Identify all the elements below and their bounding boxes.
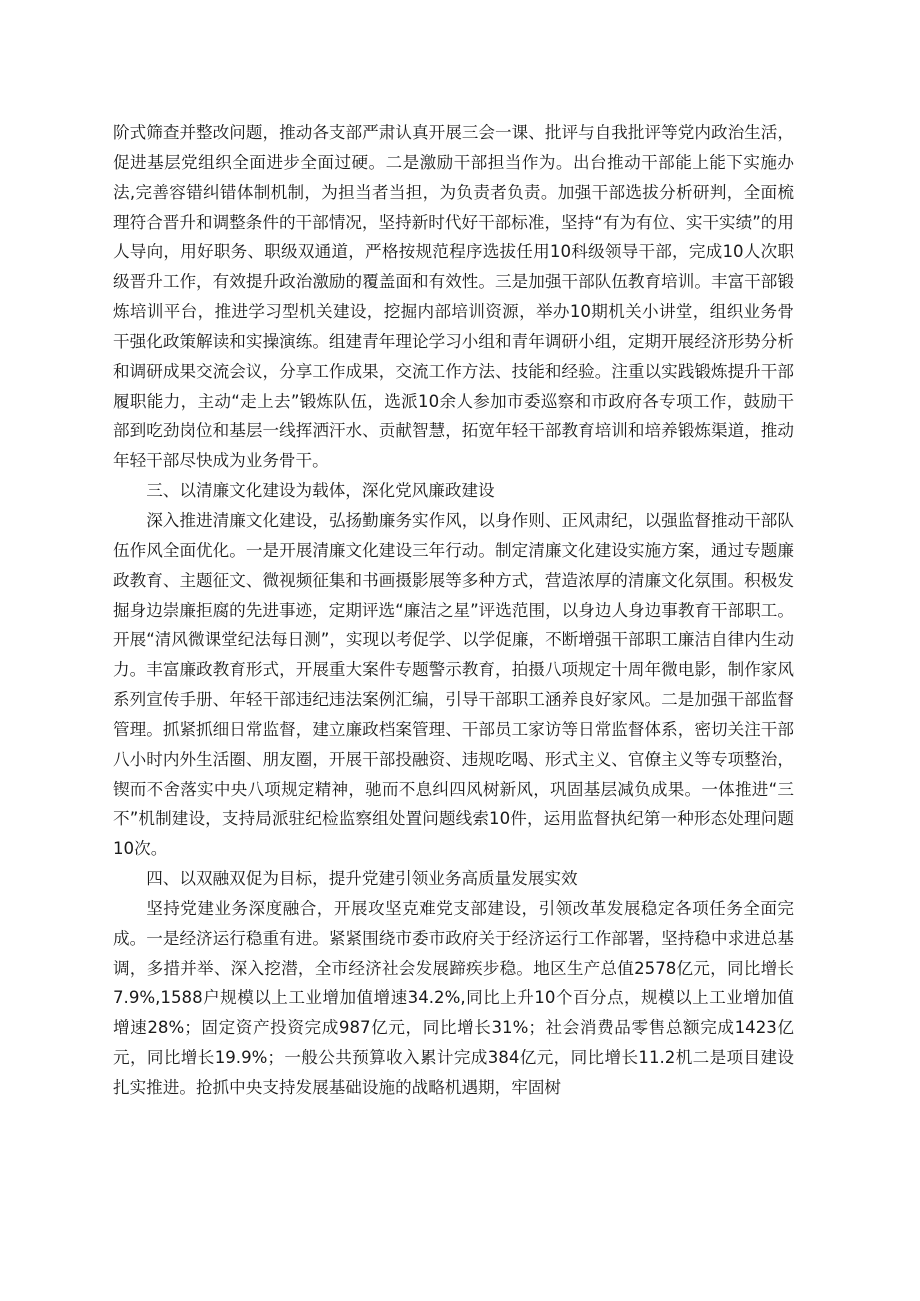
body-paragraph-3: 坚持党建业务深度融合，开展攻坚克难党支部建设，引领改革发展稳定各项任务全面完成。一是经济运行稳重有进。紧紧围绕市委市政府关于经济运行工作部署，坚持稳中求进总基调，多措并举、深入挖潜，全市经济社会发展蹄疾步稳。地区生产总值2578亿元，同比增长7.9%,1588户规模以上工业增加值增速34.2%,同比上升10个百分点，规模以上工业增加值增速28%；固定资产投资完成987亿元，同比增长31%；社会消费品零售总额完成1423亿元，同比增长19.9%；一般公共预算收入累计完成384亿元，同比增长11.2机二是项目建设扎实推进。抢抓中央支持发展基础设施的战略机遇期，牢固树	[113, 898, 794, 1097]
document-page	[113, 118, 794, 1103]
section-heading-3: 三、以清廉文化建设为载体，深化党风廉政建设	[146, 481, 495, 501]
body-paragraph-2: 深入推进清廉文化建设，弘扬勤廉务实作风，以身作则、正风肃纪，以强监督推动干部队伍作风全面优化。一是开展清廉文化建设三年行动。制定清廉文化建设实施方案，通过专题廉政教育、主题征文、微视频征集和书画摄影展等多种方式，营造浓厚的清廉文化氛围。积极发掘身边崇廉拒腐的先进事迹，定期评选“廉洁之星”评选范围，以身边人身边事教育干部职工。开展“清风微课堂纪法每日测”，实现以考促学、以学促廉，不断增强干部职工廉洁自律内生动力。丰富廉政教育形式，开展重大案件专题警示教育，拍摄八项规定十周年微电影，制作家风系列宣传手册、年轻干部违纪违法案例汇编，引导干部职工涵养良好家风。二是加强干部监督管理。抓紧抓细日常监督，建立廉政档案管理、干部员工家访等日常监督体系，密切关注干部八小时内外生活圈、朋友圈，开展干部投融资、违规吃喝、形式主义、官僚主义等专项整治，锲而不舍落实中央八项规定精神，驰而不息纠四风树新风，巩固基层减负成果。一体推进“三不”机制建设，支持局派驻纪检监察组处置问题线索10件，运用监督执纪第一种形态处理问题10次。	[113, 510, 794, 859]
body-paragraph-1: 阶式筛查并整改问题，推动各支部严肃认真开展三会一课、批评与自我批评等党内政治生活，促进基层党组织全面进步全面过硬。二是激励干部担当作为。出台推动干部能上能下实施办法,完善容错纠错体制机制，为担当者当担，为负责者负责。加强干部选拔分析研判，全面梳理符合晋升和调整条件的干部情况，坚持新时代好干部标准，坚持“有为有位、实干实绩”的用人导向，用好职务、职级双通道，严格按规范程序选拔任用10科级领导干部，完成10人次职级晋升工作，有效提升政治激励的覆盖面和有效性。三是加强干部队伍教育培训。丰富干部锻炼培训平台，推进学习型机关建设，挖掘内部培训资源，举办10期机关小讲堂，组织业务骨干强化政策解读和实操演练。组建青年理论学习小组和青年调研小组，定期开展经济形势分析和调研成果交流会议，分享工作成果，交流工作方法、技能和经验。注重以实践锻炼提升干部履职能力，主动“走上去”锻炼队伍，选派10余人参加市委巡察和市政府各专项工作，鼓励干部到吃劲岗位和基层一线挥洒汗水、贡献智慧，拓宽年轻干部教育培训和培养锻炼渠道，推动年轻干部尽快成为业务骨干。	[113, 123, 794, 471]
section-heading-4: 四、以双融双促为目标，提升党建引领业务高质量发展实效	[146, 869, 578, 889]
